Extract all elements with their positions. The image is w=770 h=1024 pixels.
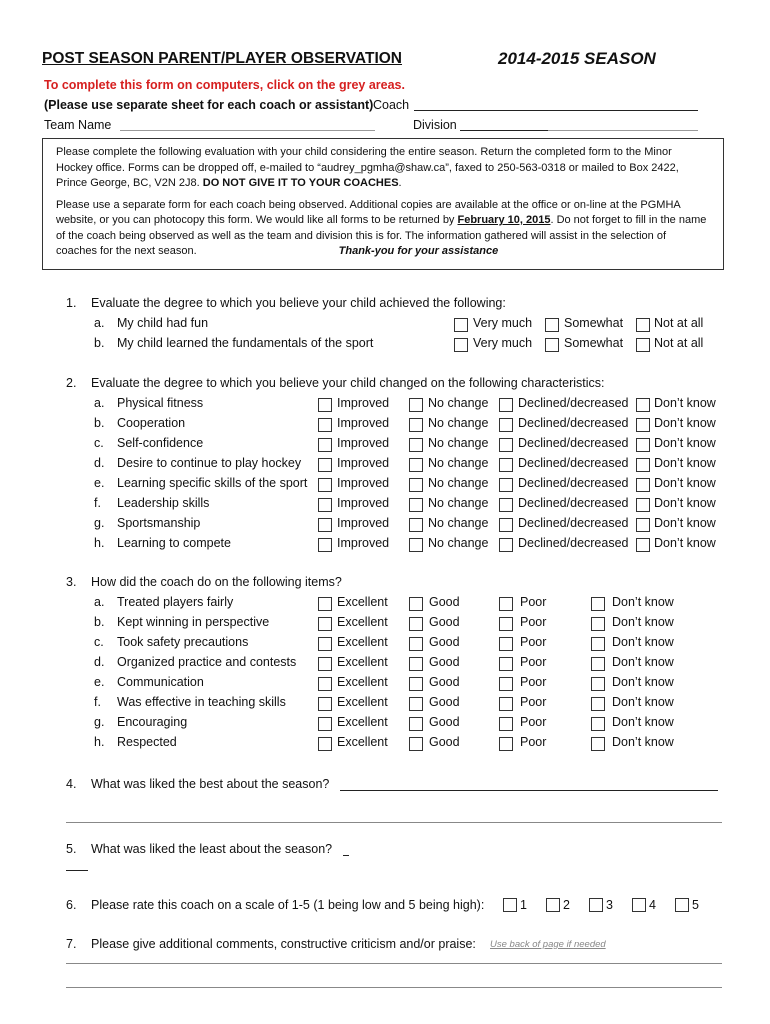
q2-item-label: Physical fitness <box>117 396 204 410</box>
q2-item-c-option-1-checkbox[interactable] <box>318 438 332 452</box>
q3-option-label: Excellent <box>337 715 388 729</box>
q6-number: 6. <box>66 898 77 912</box>
q3-option-label: Poor <box>520 635 547 649</box>
q2-item-b-option-4-checkbox[interactable] <box>636 418 650 432</box>
q3-item-letter: c. <box>94 635 104 649</box>
q2-item-letter: e. <box>94 476 105 490</box>
q3-item-g-option-3-checkbox[interactable] <box>499 717 513 731</box>
rating-3-label: 3 <box>606 898 613 912</box>
q3-option-label: Don’t know <box>612 655 674 669</box>
rating-2-label: 2 <box>563 898 570 912</box>
q3-item-d-option-3-checkbox[interactable] <box>499 657 513 671</box>
q3-option-label: Good <box>429 715 460 729</box>
form-title: POST SEASON PARENT/PLAYER OBSERVATION <box>42 50 403 67</box>
q2-item-letter: b. <box>94 416 105 430</box>
q3-item-b-option-3-checkbox[interactable] <box>499 617 513 631</box>
q2-item-d-option-1-checkbox[interactable] <box>318 458 332 472</box>
q2-item-e-option-1-checkbox[interactable] <box>318 478 332 492</box>
rating-2-checkbox[interactable] <box>546 898 560 912</box>
q3-option-label: Good <box>429 675 460 689</box>
q2-item-label: Desire to continue to play hockey <box>117 456 302 470</box>
q1-item-a-option-2-checkbox[interactable] <box>545 318 559 332</box>
q2-item-g-option-4-checkbox[interactable] <box>636 518 650 532</box>
season-label: 2014-2015 SEASON <box>498 49 656 68</box>
q2-item-g-option-1-checkbox[interactable] <box>318 518 332 532</box>
q2-item-b-option-1-checkbox[interactable] <box>318 418 332 432</box>
q3-item-letter: a. <box>94 595 105 609</box>
rating-5-label: 5 <box>692 898 699 912</box>
q3-item-g-option-1-checkbox[interactable] <box>318 717 332 731</box>
q1-option-label: Somewhat <box>564 336 624 350</box>
q7-text: Please give additional comments, constructive criticism and/or praise: <box>91 937 476 951</box>
q3-item-a-option-1-checkbox[interactable] <box>318 597 332 611</box>
rating-4-checkbox[interactable] <box>632 898 646 912</box>
q2-option-label: Don’t know <box>654 536 716 550</box>
rating-3-checkbox[interactable] <box>589 898 603 912</box>
q3-item-a-option-2-checkbox[interactable] <box>409 597 423 611</box>
q2-option-label: Don’t know <box>654 496 716 510</box>
q2-item-label: Cooperation <box>117 416 186 430</box>
q3-item-letter: e. <box>94 675 105 689</box>
q3-option-label: Good <box>429 635 460 649</box>
q2-option-label: Declined/decreased <box>518 416 629 430</box>
q3-item-label: Was effective in teaching skills <box>117 695 286 709</box>
q2-item-d-option-4-checkbox[interactable] <box>636 458 650 472</box>
q3-item-label: Respected <box>117 735 177 749</box>
q2-item-a-option-1-checkbox[interactable] <box>318 398 332 412</box>
q3-item-a-option-4-checkbox[interactable] <box>591 597 605 611</box>
team-name-field[interactable] <box>120 130 375 131</box>
q3-option-label: Excellent <box>337 635 388 649</box>
q3-option-label: Excellent <box>337 655 388 669</box>
q1-number: 1. <box>66 296 77 310</box>
q3-item-c-option-2-checkbox[interactable] <box>409 637 423 651</box>
q2-item-label: Learning to compete <box>117 536 231 550</box>
q3-option-label: Don’t know <box>612 595 674 609</box>
q2-item-letter: d. <box>94 456 105 470</box>
q3-item-f-option-3-checkbox[interactable] <box>499 697 513 711</box>
q2-option-label: Declined/decreased <box>518 456 629 470</box>
division-underline <box>460 130 548 131</box>
instructions-paragraph-1: Please complete the following evaluation with your child considering the entire season. Return the completed form to the Minor Hockey office. Forms can be dropped off, e-mailed to “audrey_pgmha@shaw.ca”, faxed to 250-563-0318 or mailed to Box 2422, Prince George, BC, V2N 2J8. DO NOT GIVE IT TO YOUR COACHES. <box>56 146 679 189</box>
q3-option-label: Poor <box>520 735 547 749</box>
q2-option-label: Don’t know <box>654 436 716 450</box>
q3-item-f-option-1-checkbox[interactable] <box>318 697 332 711</box>
q3-item-label: Took safety precautions <box>117 635 249 649</box>
do-not-give-warning: DO NOT GIVE IT TO YOUR COACHES <box>202 177 399 189</box>
q3-item-e-option-2-checkbox[interactable] <box>409 677 423 691</box>
q2-option-label: No change <box>428 536 489 550</box>
q2-item-b-option-3-checkbox[interactable] <box>499 418 513 432</box>
q5-text: What was liked the least about the season? <box>91 842 333 856</box>
q3-option-label: Don’t know <box>612 675 674 689</box>
q2-item-g-option-2-checkbox[interactable] <box>409 518 423 532</box>
q2-option-label: Declined/decreased <box>518 436 629 450</box>
q4-number: 4. <box>66 777 77 791</box>
q1-item-b-option-2-checkbox[interactable] <box>545 338 559 352</box>
q2-option-label: Improved <box>337 536 390 550</box>
q2-option-label: Don’t know <box>654 396 716 410</box>
q2-text: Evaluate the degree to which you believe your child changed on the following characteristics: <box>91 376 605 390</box>
q2-option-label: Declined/decreased <box>518 516 629 530</box>
q2-option-label: Improved <box>337 436 390 450</box>
q2-item-b-option-2-checkbox[interactable] <box>409 418 423 432</box>
q2-option-label: Improved <box>337 396 390 410</box>
coach-field[interactable] <box>414 110 698 111</box>
instructions-paragraph-2: Please use a separate form for each coach being observed. Additional copies are available at the office or on-line at the PGMHA website, or you can photocopy this form. We would like all forms to be returned by February 10, 2015. Do not forget to fill in the name of the coach being observed as well as the team and division this is for. The information gathered will assist in the selection of coaches for the next season. Thank-you for your assistance <box>56 198 707 257</box>
q2-item-letter: f. <box>94 496 101 510</box>
q3-option-label: Excellent <box>337 675 388 689</box>
q3-item-label: Encouraging <box>117 715 188 729</box>
q2-option-label: Improved <box>337 416 390 430</box>
q2-option-label: No change <box>428 516 489 530</box>
q1-option-label: Not at all <box>654 316 704 330</box>
computer-instruction: To complete this form on computers, click on the grey areas. <box>44 78 405 92</box>
q1-text: Evaluate the degree to which you believe your child achieved the following: <box>91 296 506 310</box>
q2-item-h-option-3-checkbox[interactable] <box>499 538 513 552</box>
q3-option-label: Don’t know <box>612 615 674 629</box>
q7-answer-line-2[interactable] <box>66 987 722 988</box>
q2-option-label: Improved <box>337 516 390 530</box>
q2-option-label: Declined/decreased <box>518 476 629 490</box>
q2-item-f-option-4-checkbox[interactable] <box>636 498 650 512</box>
q3-item-d-option-1-checkbox[interactable] <box>318 657 332 671</box>
return-date: February 10, 2015 <box>457 214 551 226</box>
rating-4-label: 4 <box>649 898 656 912</box>
q2-item-letter: a. <box>94 396 105 410</box>
q3-text: How did the coach do on the following items? <box>91 575 342 589</box>
q6-text: Please rate this coach on a scale of 1-5 (1 being low and 5 being high): <box>91 898 485 912</box>
q2-item-h-option-4-checkbox[interactable] <box>636 538 650 552</box>
q3-item-g-option-2-checkbox[interactable] <box>409 717 423 731</box>
q2-option-label: Declined/decreased <box>518 536 629 550</box>
q3-item-b-option-1-checkbox[interactable] <box>318 617 332 631</box>
q1-item-b-option-1-checkbox[interactable] <box>454 338 468 352</box>
q2-item-c-option-2-checkbox[interactable] <box>409 438 423 452</box>
rating-1-label: 1 <box>520 898 527 912</box>
q3-option-label: Excellent <box>337 695 388 709</box>
q2-option-label: Declined/decreased <box>518 496 629 510</box>
q2-item-d-option-2-checkbox[interactable] <box>409 458 423 472</box>
q1-item-letter: a. <box>94 316 105 330</box>
q3-option-label: Good <box>429 695 460 709</box>
q5-answer-line[interactable] <box>66 870 88 871</box>
q2-option-label: No change <box>428 416 489 430</box>
q3-option-label: Good <box>429 595 460 609</box>
q1-item-label: My child learned the fundamentals of the sport <box>117 336 374 350</box>
q3-option-label: Good <box>429 735 460 749</box>
q3-item-e-option-1-checkbox[interactable] <box>318 677 332 691</box>
q3-option-label: Good <box>429 615 460 629</box>
q1-item-label: My child had fun <box>117 316 209 330</box>
q2-item-h-option-2-checkbox[interactable] <box>409 538 423 552</box>
q1-item-letter: b. <box>94 336 105 350</box>
q3-option-label: Excellent <box>337 735 388 749</box>
q3-option-label: Don’t know <box>612 715 674 729</box>
q3-item-a-option-3-checkbox[interactable] <box>499 597 513 611</box>
q1-option-label: Not at all <box>654 336 704 350</box>
q2-item-label: Sportsmanship <box>117 516 201 530</box>
q4-answer-line[interactable] <box>66 822 722 823</box>
q3-item-c-option-3-checkbox[interactable] <box>499 637 513 651</box>
q7-answer-line-1[interactable] <box>66 963 722 964</box>
q2-item-label: Learning specific skills of the sport <box>117 476 308 490</box>
q3-item-f-option-4-checkbox[interactable] <box>591 697 605 711</box>
q4-answer-field[interactable] <box>340 790 718 791</box>
q2-item-e-option-3-checkbox[interactable] <box>499 478 513 492</box>
q2-option-label: Improved <box>337 476 390 490</box>
q3-item-b-option-4-checkbox[interactable] <box>591 617 605 631</box>
q3-item-label: Treated players fairly <box>117 595 234 609</box>
q7-number: 7. <box>66 937 77 951</box>
rating-1-checkbox[interactable] <box>503 898 517 912</box>
q3-option-label: Excellent <box>337 615 388 629</box>
q3-item-h-option-4-checkbox[interactable] <box>591 737 605 751</box>
rating-5-checkbox[interactable] <box>675 898 689 912</box>
q5-answer-field[interactable] <box>343 855 349 856</box>
q2-item-h-option-1-checkbox[interactable] <box>318 538 332 552</box>
q1-option-label: Somewhat <box>564 316 624 330</box>
q2-item-f-option-3-checkbox[interactable] <box>499 498 513 512</box>
q2-option-label: Declined/decreased <box>518 396 629 410</box>
q3-option-label: Excellent <box>337 595 388 609</box>
q3-item-label: Communication <box>117 675 204 689</box>
q3-option-label: Poor <box>520 615 547 629</box>
q3-option-label: Don’t know <box>612 695 674 709</box>
q3-item-c-option-1-checkbox[interactable] <box>318 637 332 651</box>
q2-option-label: No change <box>428 476 489 490</box>
q1-item-a-option-1-checkbox[interactable] <box>454 318 468 332</box>
q3-item-h-option-2-checkbox[interactable] <box>409 737 423 751</box>
q1-item-a-option-3-checkbox[interactable] <box>636 318 650 332</box>
q2-item-g-option-3-checkbox[interactable] <box>499 518 513 532</box>
q1-option-label: Very much <box>473 316 533 330</box>
q2-item-d-option-3-checkbox[interactable] <box>499 458 513 472</box>
q2-item-label: Self-confidence <box>117 436 204 450</box>
thanks-note: Thank-you for your assistance <box>338 245 499 257</box>
q3-item-h-option-1-checkbox[interactable] <box>318 737 332 751</box>
q3-item-g-option-4-checkbox[interactable] <box>591 717 605 731</box>
q3-item-f-option-2-checkbox[interactable] <box>409 697 423 711</box>
q1-option-label: Very much <box>473 336 533 350</box>
q3-item-letter: h. <box>94 735 105 749</box>
q2-option-label: Don’t know <box>654 416 716 430</box>
q2-item-e-option-4-checkbox[interactable] <box>636 478 650 492</box>
q7-hint: Use back of page if needed <box>490 939 606 950</box>
q2-item-c-option-3-checkbox[interactable] <box>499 438 513 452</box>
q3-option-label: Poor <box>520 675 547 689</box>
q3-item-d-option-4-checkbox[interactable] <box>591 657 605 671</box>
q2-item-label: Leadership skills <box>117 496 210 510</box>
q3-item-e-option-3-checkbox[interactable] <box>499 677 513 691</box>
q3-option-label: Poor <box>520 595 547 609</box>
q3-item-label: Organized practice and contests <box>117 655 297 669</box>
separate-sheet-note: (Please use separate sheet for each coach or assistant) <box>44 98 374 112</box>
q2-item-a-option-2-checkbox[interactable] <box>409 398 423 412</box>
q2-option-label: Improved <box>337 496 390 510</box>
q2-option-label: Don’t know <box>654 456 716 470</box>
q2-item-e-option-2-checkbox[interactable] <box>409 478 423 492</box>
q4-text: What was liked the best about the season? <box>91 777 330 791</box>
q3-item-e-option-4-checkbox[interactable] <box>591 677 605 691</box>
q3-number: 3. <box>66 575 77 589</box>
q2-item-letter: c. <box>94 436 104 450</box>
q2-option-label: No change <box>428 396 489 410</box>
q2-option-label: Don’t know <box>654 516 716 530</box>
q2-item-a-option-3-checkbox[interactable] <box>499 398 513 412</box>
instructions-box <box>42 138 724 270</box>
q3-item-c-option-4-checkbox[interactable] <box>591 637 605 651</box>
q3-item-d-option-2-checkbox[interactable] <box>409 657 423 671</box>
q3-item-h-option-3-checkbox[interactable] <box>499 737 513 751</box>
q2-item-letter: g. <box>94 516 105 530</box>
q3-option-label: Poor <box>520 715 547 729</box>
q2-item-c-option-4-checkbox[interactable] <box>636 438 650 452</box>
q2-option-label: No change <box>428 496 489 510</box>
q2-option-label: Improved <box>337 456 390 470</box>
q1-item-b-option-3-checkbox[interactable] <box>636 338 650 352</box>
q2-number: 2. <box>66 376 77 390</box>
q2-option-label: No change <box>428 436 489 450</box>
q3-option-label: Poor <box>520 655 547 669</box>
q2-item-a-option-4-checkbox[interactable] <box>636 398 650 412</box>
q5-number: 5. <box>66 842 77 856</box>
q3-item-letter: f. <box>94 695 101 709</box>
q3-item-letter: b. <box>94 615 105 629</box>
q2-item-letter: h. <box>94 536 105 550</box>
q3-item-letter: g. <box>94 715 105 729</box>
q3-item-label: Kept winning in perspective <box>117 615 270 629</box>
q3-option-label: Don’t know <box>612 735 674 749</box>
q3-item-b-option-2-checkbox[interactable] <box>409 617 423 631</box>
q3-item-letter: d. <box>94 655 105 669</box>
q2-item-f-option-2-checkbox[interactable] <box>409 498 423 512</box>
q3-option-label: Good <box>429 655 460 669</box>
division-label: Division <box>413 118 457 132</box>
q2-item-f-option-1-checkbox[interactable] <box>318 498 332 512</box>
q3-option-label: Poor <box>520 695 547 709</box>
q2-option-label: No change <box>428 456 489 470</box>
coach-label: Coach <box>373 98 410 112</box>
q2-option-label: Don’t know <box>654 476 716 490</box>
q3-option-label: Don’t know <box>612 635 674 649</box>
team-name-label: Team Name <box>44 118 112 132</box>
